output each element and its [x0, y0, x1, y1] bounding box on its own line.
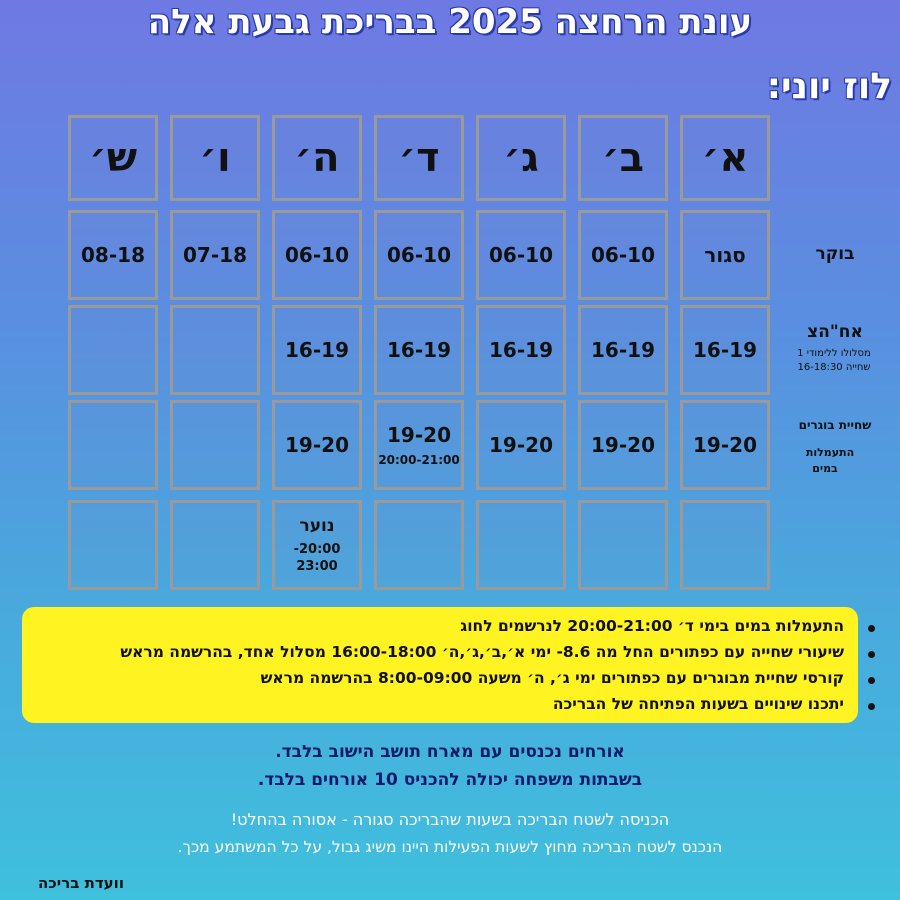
morning-fri	[170, 210, 260, 300]
morning-wed	[374, 210, 464, 300]
time-value: 06-10	[387, 243, 451, 267]
row-label-morning: בוקר	[815, 244, 855, 264]
afternoon-thu	[272, 305, 362, 395]
youth-sun	[680, 500, 770, 590]
day-header-thu	[272, 115, 362, 201]
morning-thu	[272, 210, 362, 300]
afternoon-mon	[578, 305, 668, 395]
time-value: 19-20	[387, 423, 451, 447]
time-value: 16-19	[489, 338, 553, 362]
time-value: 16-19	[387, 338, 451, 362]
youth-tue	[476, 500, 566, 590]
page-title: עונת הרחצה 2025 בבריכת גבעת אלה	[147, 2, 753, 42]
footer-warning: הנכנס לשטח הבריכה מחוץ לשעות הפעילות היינו משיג גבול, על כל המשתמע מכך.	[177, 838, 723, 856]
time-value: 06-10	[285, 243, 349, 267]
evening-tue	[476, 400, 566, 490]
time-value: 16-19	[693, 338, 757, 362]
footer-line: אורחים נכנסים עם מארח תושב הישוב בלבד.	[275, 742, 625, 762]
row-label-exercise: במים	[812, 462, 838, 475]
youth-time: 20:00-	[293, 542, 341, 557]
day-header-wed	[374, 115, 464, 201]
evening-mon	[578, 400, 668, 490]
afternoon-fri	[170, 305, 260, 395]
day-label: ג׳	[503, 135, 539, 181]
time-value: 06-10	[489, 243, 553, 267]
youth-sat	[68, 500, 158, 590]
evening-wed	[374, 400, 464, 490]
row-label-afternoon-note: מסלולו ללימודי 1	[797, 348, 871, 359]
youth-time: 23:00	[296, 559, 338, 574]
evening-sat	[68, 400, 158, 490]
evening-sun	[680, 400, 770, 490]
time-value: 19-20	[489, 433, 553, 457]
day-label: ה׳	[294, 135, 340, 181]
schedule-subtitle: לוז יוני:	[766, 66, 892, 107]
row-label-afternoon-note: שחייה 16-18:30	[797, 362, 871, 373]
time-value: 16-19	[591, 338, 655, 362]
day-header-fri	[170, 115, 260, 201]
footer-line: בשבתות משפחה יכולה להכניס 10 אורחים בלבד.	[257, 770, 643, 790]
morning-tue	[476, 210, 566, 300]
time-extra: 20:00-21:00	[378, 453, 460, 467]
afternoon-sun	[680, 305, 770, 395]
youth-fri	[170, 500, 260, 590]
time-value: 19-20	[693, 433, 757, 457]
list-item: שיעורי שחייה עם כפתורים החל מה 8.6- ימי א׳,ב׳,ג׳,ה׳ 16:00-18:00 מסלול אחד, בהרשמה מראש	[120, 643, 844, 661]
youth-label: נוער	[299, 516, 335, 536]
youth-mon	[578, 500, 668, 590]
row-label-afternoon: אח"הצ	[807, 322, 863, 342]
day-header-mon	[578, 115, 668, 201]
notes-box	[22, 607, 858, 723]
day-header-sat	[68, 115, 158, 201]
time-value: 19-20	[591, 433, 655, 457]
list-item: קורסי שחיית מבוגרים עם כפתורים ימי ג׳, ה׳ משעה 8:00-09:00 בהרשמה מראש	[260, 669, 844, 687]
footer-warning: הכניסה לשטח הבריכה בשעות שהבריכה סגורה - אסורה בהחלט!	[230, 810, 670, 829]
day-label: ד׳	[398, 135, 440, 181]
time-value: 19-20	[285, 433, 349, 457]
time-value: סגור	[704, 243, 746, 267]
list-item: יתכנו שינויים בשעות הפתיחה של הבריכה	[552, 695, 844, 713]
day-label: ש׳	[88, 135, 138, 181]
morning-sat	[68, 210, 158, 300]
notes-list	[32, 613, 844, 717]
afternoon-wed	[374, 305, 464, 395]
youth-wed	[374, 500, 464, 590]
morning-sun	[680, 210, 770, 300]
row-label-adult-swim: שחיית בוגרים	[798, 418, 872, 432]
row-label-exercise: התעמלות	[805, 446, 855, 459]
time-value: 07-18	[183, 243, 247, 267]
youth-thu	[272, 500, 362, 590]
bullet-icon	[868, 625, 875, 632]
bullet-icon	[868, 677, 875, 684]
afternoon-tue	[476, 305, 566, 395]
time-value: 16-19	[285, 338, 349, 362]
bullet-icon	[868, 651, 875, 658]
evening-fri	[170, 400, 260, 490]
evening-thu	[272, 400, 362, 490]
time-value: 08-18	[81, 243, 145, 267]
bullet-icon	[868, 703, 875, 710]
day-label: ו׳	[199, 135, 231, 181]
list-item: התעמלות במים בימי ד׳ 20:00-21:00 לנרשמים לחוג	[460, 617, 844, 635]
day-label: ב׳	[601, 135, 645, 181]
day-label: א׳	[701, 135, 749, 181]
signature: וועדת בריכה	[38, 874, 124, 892]
day-header-sun	[680, 115, 770, 201]
time-value: 06-10	[591, 243, 655, 267]
morning-mon	[578, 210, 668, 300]
day-header-tue	[476, 115, 566, 201]
afternoon-sat	[68, 305, 158, 395]
